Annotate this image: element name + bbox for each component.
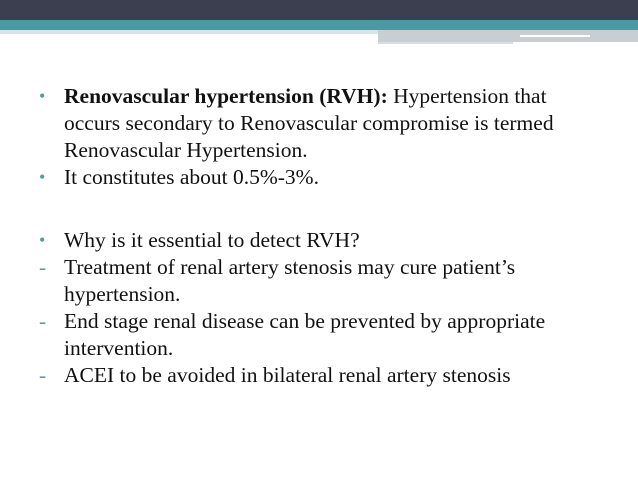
item-text: It constitutes about 0.5%-3%. <box>64 165 319 189</box>
item-text: Why is it essential to detect RVH? <box>64 228 360 252</box>
header-band-teal <box>0 20 638 30</box>
list-item <box>36 83 606 164</box>
list-item <box>36 254 606 308</box>
list-item <box>36 308 606 362</box>
header-line-accent <box>520 35 590 37</box>
list-item <box>36 227 606 254</box>
dash-marker: - <box>39 255 47 279</box>
header-line-grey <box>378 42 513 44</box>
item-text: Treatment of renal artery stenosis may cure patient’s hypertension. <box>64 255 516 306</box>
item-text: Hypertension that occurs secondary to Renovascular compromise is termed Renovascular Hypertension. <box>64 84 554 162</box>
header-band-dark <box>0 0 638 20</box>
item-text: End stage renal disease can be prevented by appropriate intervention. <box>64 309 546 360</box>
header-band-grey <box>378 30 638 42</box>
bullet-marker: • <box>39 86 46 106</box>
term-label: Renovascular hypertension (RVH): <box>64 84 388 108</box>
header-band-light <box>0 30 380 34</box>
dash-marker: - <box>39 309 47 333</box>
bullet-marker: • <box>39 230 46 250</box>
dash-marker: - <box>39 363 47 387</box>
bullet-marker: • <box>39 167 46 187</box>
list-item <box>36 362 606 389</box>
slide-body <box>36 83 606 389</box>
list-item <box>36 164 606 191</box>
item-text: ACEI to be avoided in bilateral renal artery stenosis <box>64 363 511 387</box>
spacer <box>36 191 606 227</box>
